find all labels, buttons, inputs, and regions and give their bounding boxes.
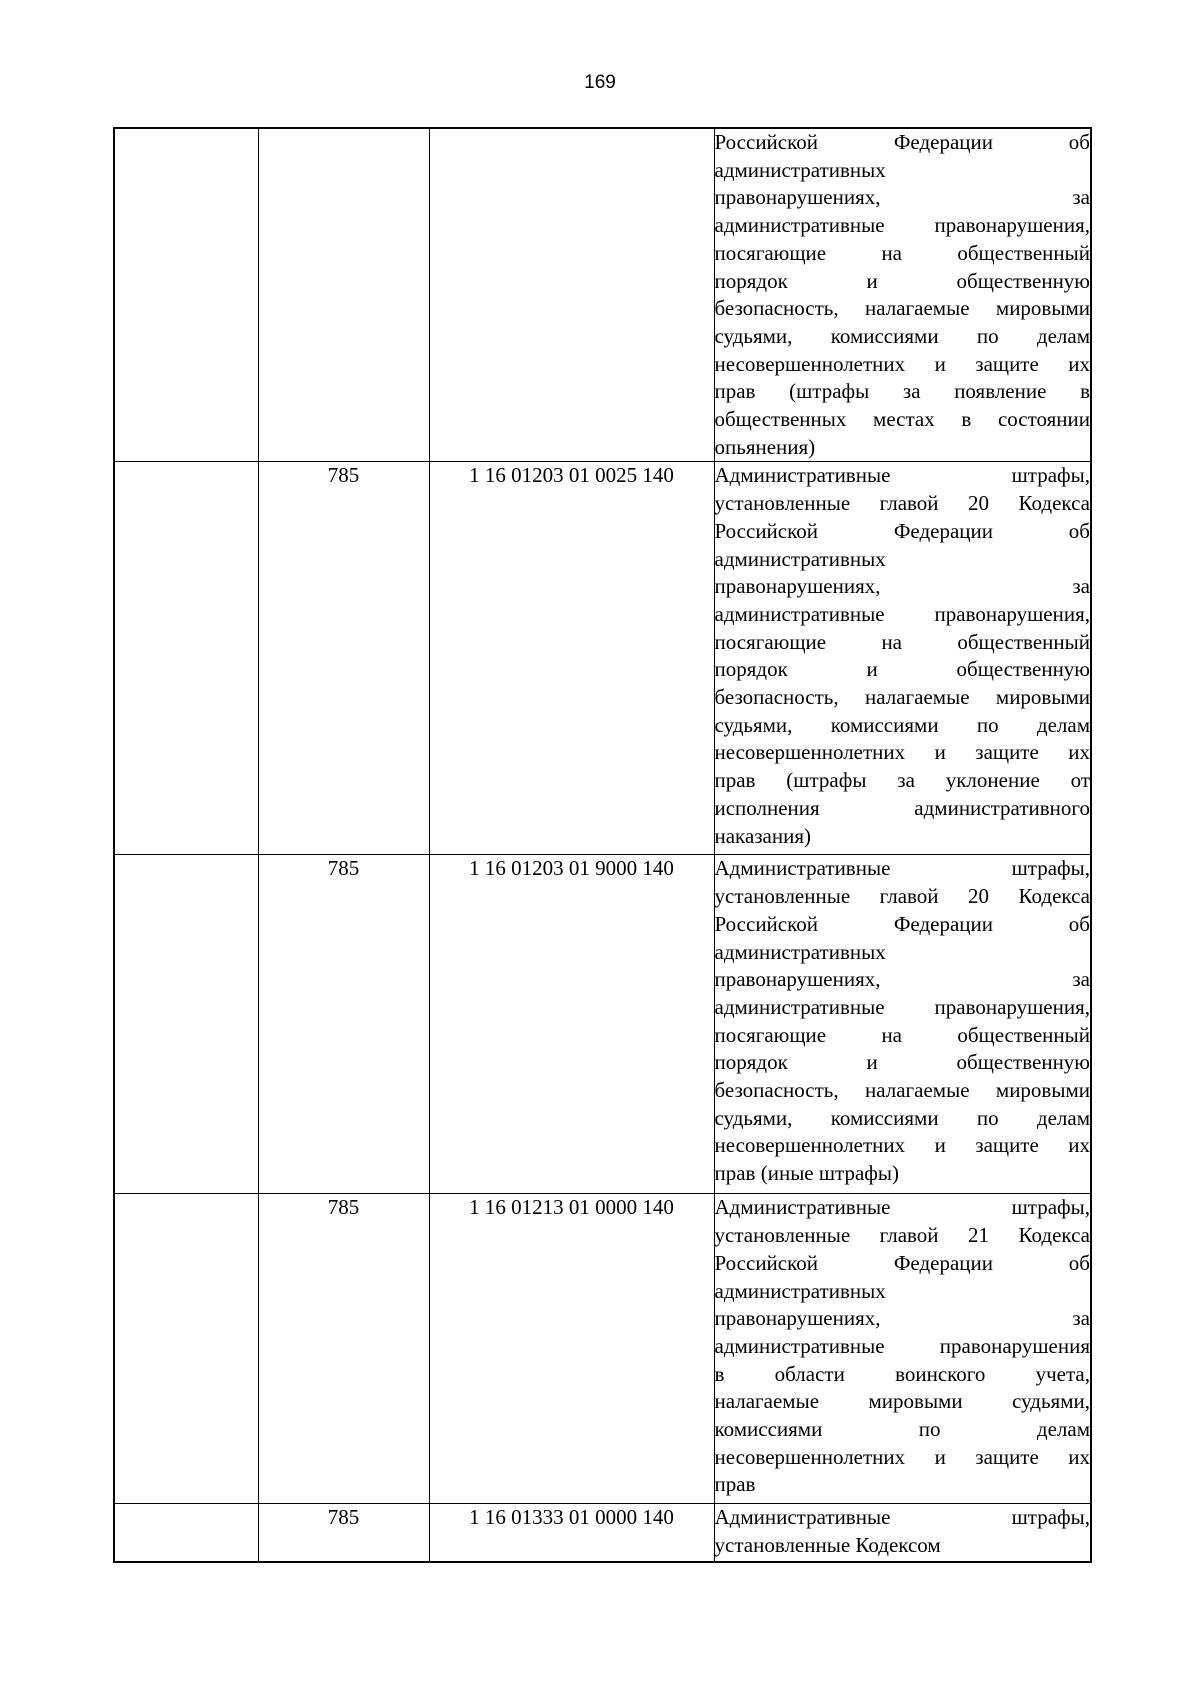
description-line: Российской Федерации об — [714, 130, 1090, 154]
empty-cell — [114, 1194, 258, 1504]
description-line: порядок и общественную — [714, 1050, 1090, 1075]
description-cell — [714, 855, 1091, 1194]
empty-cell — [114, 855, 258, 1194]
description-line: правонарушениях, за — [714, 967, 1090, 992]
description-line: установленные главой 20 Кодекса — [714, 884, 1090, 909]
budget-code-cell: 1 16 01203 01 0025 140 — [429, 462, 714, 855]
description-line: порядок и общественную — [714, 657, 1090, 682]
description-line: административных — [714, 546, 886, 571]
description-line: посягающие на общественный — [714, 629, 1090, 654]
description-line: несовершеннолетних и защите их — [714, 351, 1090, 376]
description-line: безопасность, налагаемые мировыми — [714, 296, 1090, 321]
admin-code-cell: 785 — [258, 1504, 429, 1562]
description-line: судьями, комиссиями по делам — [714, 1105, 1090, 1130]
description-line: судьями, комиссиями по делам — [714, 712, 1090, 737]
budget-code-cell: 1 16 01203 01 9000 140 — [429, 855, 714, 1194]
description-line: Административные штрафы, — [714, 463, 1090, 488]
description-line: общественных местах в состоянии — [714, 407, 1090, 432]
description-cell — [714, 462, 1091, 855]
description-line: судьями, комиссиями по делам — [714, 323, 1090, 348]
empty-cell — [114, 128, 258, 462]
description-line: Административные штрафы, — [714, 856, 1090, 881]
description-line: административных — [714, 157, 886, 182]
description-line: установленные Кодексом — [714, 1533, 941, 1558]
description-line: прав (штрафы за уклонение от — [714, 768, 1090, 793]
empty-cell — [114, 1504, 258, 1562]
description-line: административные правонарушения — [714, 1333, 1090, 1358]
admin-code-cell — [258, 128, 429, 462]
description-line: административные правонарушения, — [714, 994, 1090, 1019]
description-line: административные правонарушения, — [714, 601, 1090, 626]
description-line: опьянения) — [714, 434, 816, 459]
description-line: прав (штрафы за появление в — [714, 379, 1090, 404]
description-cell — [714, 1194, 1091, 1504]
description-line: прав — [714, 1472, 756, 1497]
description-cell — [714, 128, 1091, 462]
description-line: Административные штрафы, — [714, 1195, 1090, 1220]
table-row — [114, 128, 1091, 462]
description-line: безопасность, налагаемые мировыми — [714, 1078, 1090, 1103]
budget-code-cell: 1 16 01333 01 0000 140 — [429, 1504, 714, 1562]
budget-code-cell — [429, 128, 714, 462]
description-line: безопасность, налагаемые мировыми — [714, 685, 1090, 710]
table-row — [114, 855, 1091, 1194]
table-row — [114, 462, 1091, 855]
admin-code-cell: 785 — [258, 855, 429, 1194]
description-line: несовершеннолетних и защите их — [714, 740, 1090, 765]
description-line: налагаемые мировыми судьями, — [714, 1389, 1090, 1414]
table-row — [114, 1504, 1091, 1562]
description-line: правонарушениях, за — [714, 1306, 1090, 1331]
page-number: 169 — [584, 72, 616, 93]
description-line: наказания) — [714, 823, 812, 848]
description-line: административные правонарушения, — [714, 213, 1090, 238]
description-line: Российской Федерации об — [714, 518, 1090, 543]
empty-cell — [114, 462, 258, 855]
description-line: административных — [714, 1278, 886, 1303]
description-line: несовершеннолетних и защите их — [714, 1444, 1090, 1469]
description-line: правонарушениях, за — [714, 574, 1090, 599]
description-line: несовершеннолетних и защите их — [714, 1133, 1090, 1158]
description-line: исполнения административного — [714, 795, 1090, 820]
table-row — [114, 1194, 1091, 1504]
admin-code-cell: 785 — [258, 1194, 429, 1504]
description-line: Российской Федерации об — [714, 1250, 1090, 1275]
description-line: комиссиями по делам — [714, 1417, 1090, 1442]
description-line: Административные штрафы, — [714, 1505, 1090, 1530]
description-line: порядок и общественную — [714, 268, 1090, 293]
description-line: в области воинского учета, — [714, 1361, 1090, 1386]
table-body — [114, 128, 1091, 1562]
description-line: прав (иные штрафы) — [714, 1161, 900, 1186]
description-line: установленные главой 21 Кодекса — [714, 1223, 1090, 1248]
description-line: посягающие на общественный — [714, 1022, 1090, 1047]
description-line: посягающие на общественный — [714, 240, 1090, 265]
budget-code-cell: 1 16 01213 01 0000 140 — [429, 1194, 714, 1504]
budget-codes-table — [113, 127, 1092, 1563]
description-line: Российской Федерации об — [714, 911, 1090, 936]
description-line: установленные главой 20 Кодекса — [714, 491, 1090, 516]
description-line: правонарушениях, за — [714, 185, 1090, 210]
description-line: административных — [714, 939, 886, 964]
admin-code-cell: 785 — [258, 462, 429, 855]
description-cell — [714, 1504, 1091, 1562]
